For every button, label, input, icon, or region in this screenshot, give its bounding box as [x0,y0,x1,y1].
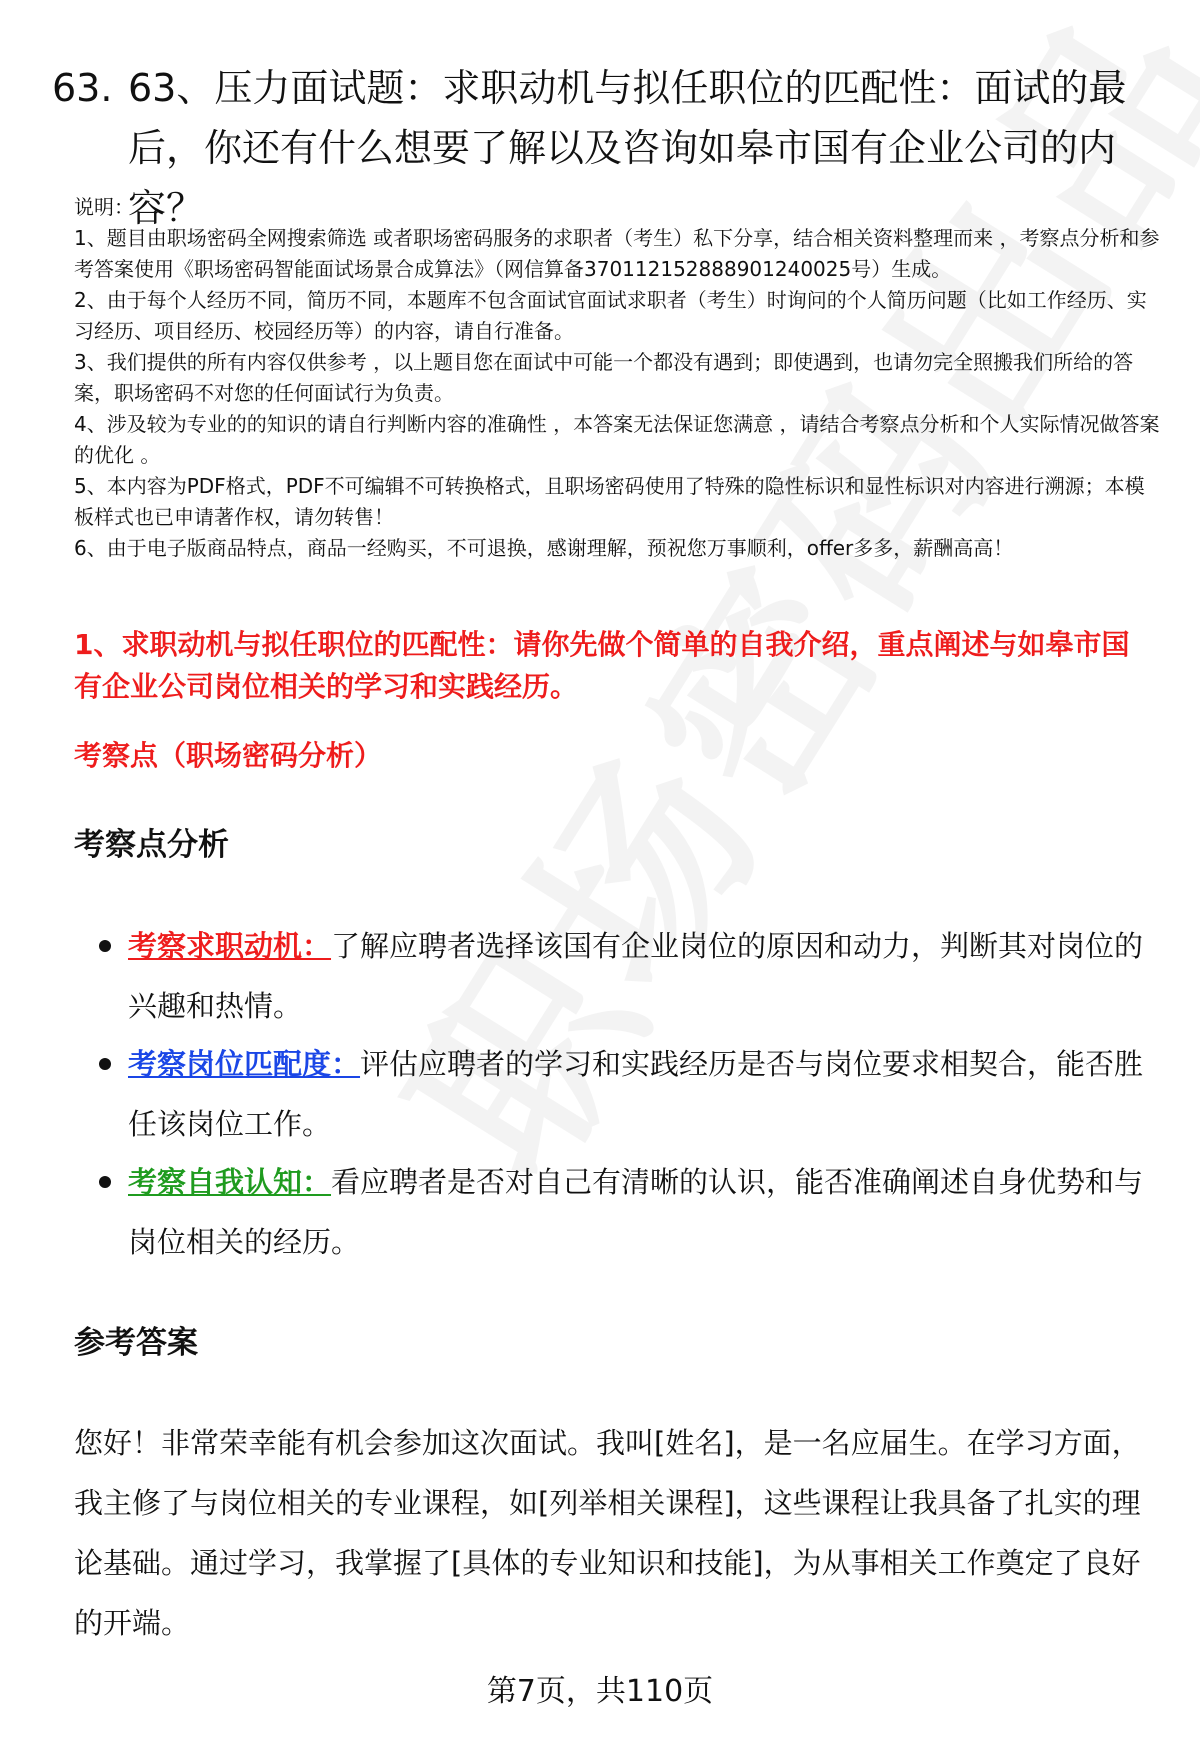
note-item: 2、由于每个人经历不同，简历不同，本题库不包含面试官面试求职者（考生）时询问的个人简历问题（比如工作经历、实习经历、项目经历、校园经历等）的内容，请自行准备。 [74,288,1147,343]
question-number: 63. [52,66,113,110]
page-footer: 第7页，共110页 [486,1674,714,1709]
analysis-item-label: 考察求职动机： [128,929,332,963]
note-item: 3、我们提供的所有内容仅供参考 ，以上题目您在面试中可能一个都没有遇到；即使遇到，也请勿完全照搬我们所给的答案，职场密码不对您的任何面试行为负责。 [74,350,1134,405]
focus-label: 考察点（职场密码分析） [74,739,383,772]
notes-heading: 说明： [74,195,134,219]
answer-text: 您好！非常荣幸能有机会参加这次面试。我叫[姓名]，是一名应届生。在学习方面，我主修了与岗位相关的专业课程，如[列举相关课程]，这些课程让我具备了扎实的理论基础。通过学习，我掌握了[具体的专业知识和技能]，为从事相关工作奠定了良好的开端。 [74,1426,1141,1640]
bullet-icon [99,940,111,952]
answer-heading: 参考答案 [74,1325,198,1361]
notes-block [74,192,1164,564]
analysis-item [74,916,1154,1036]
analysis-item-label: 考察岗位匹配度： [128,1047,361,1081]
analysis-item-text: 了解应聘者选择该国有企业岗位的原因和动力，判断其对岗位的兴趣和热情。 [128,929,1144,1023]
bullet-icon [99,1176,111,1188]
note-item: 5、本内容为PDF格式，PDF不可编辑不可转换格式，且职场密码使用了特殊的隐性标识和显性标识对内容进行溯源；本模板样式也已申请著作权，请勿转售！ [74,474,1145,529]
analysis-item [74,1034,1154,1154]
note-item: 1、题目由职场密码全网搜索筛选 或者职场密码服务的求职者（考生）私下分享，结合相关资料整理而来 ，考察点分析和参考答案使用《职场密码智能面试场景合成算法》（网信算备370112152888901240025号）生成。 [74,226,1160,281]
analysis-item-label: 考察自我认知： [128,1165,332,1199]
bullet-icon [99,1058,111,1070]
note-item: 6、由于电子版商品特点，商品一经购买，不可退换，感谢理解，预祝您万事顺利，offer多多，薪酬高高！ [74,536,1014,560]
analysis-heading: 考察点分析 [74,827,229,863]
note-item: 4、涉及较为专业的的知识的请自行判断内容的准确性 ，本答案无法保证您满意 ，请结合考察点分析和个人实际情况做答案的优化 。 [74,412,1160,467]
question-text: 63、压力面试题：求职动机与拟任职位的匹配性：面试的最后，你还有什么想要了解以及咨询如皋市国有企业公司的内容？ [128,66,1127,230]
analysis-list [74,916,1154,1270]
analysis-item-text: 评估应聘者的学习和实践经历是否与岗位要求相契合，能否胜任该岗位工作。 [128,1047,1144,1141]
sub-question: 1、求职动机与拟任职位的匹配性：请你先做个简单的自我介绍，重点阐述与如皋市国有企业公司岗位相关的学习和实践经历。 [74,628,1130,703]
analysis-item-text: 看应聘者是否对自己有清晰的认识，能否准确阐述自身优势和与岗位相关的经历。 [128,1165,1144,1259]
analysis-item [74,1152,1154,1272]
